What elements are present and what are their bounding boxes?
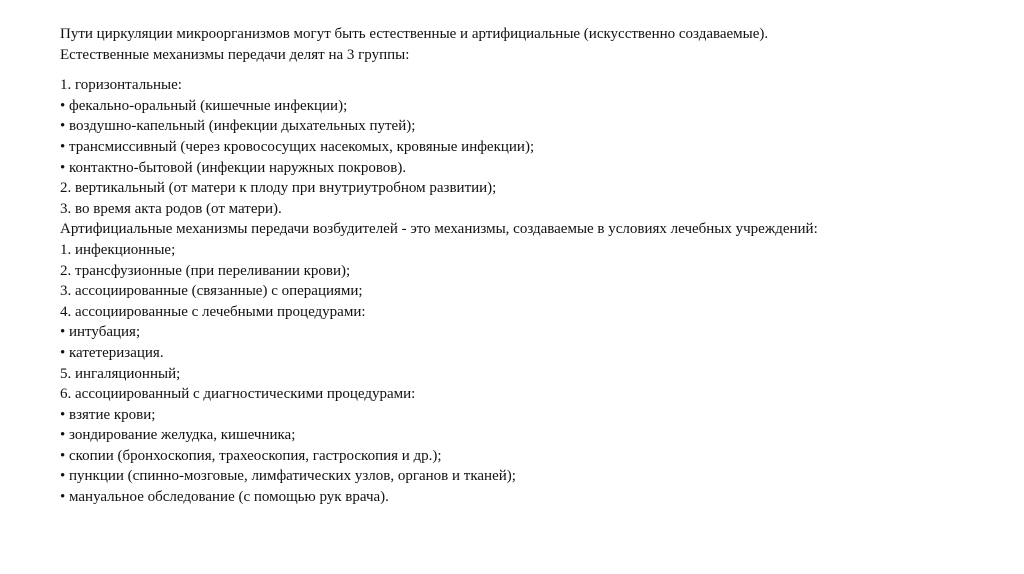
text-line: • мануальное обследование (с помощью рук врача). [60, 489, 389, 506]
text-line: 4. ассоциированные с лечебными процедурами: [60, 303, 366, 320]
text-line: • контактно-бытовой (инфекции наружных покровов). [60, 159, 407, 176]
text-line: • взятие крови; [60, 406, 156, 423]
text-line: 2. вертикальный (от матери к плоду при внутриутробном развитии); [60, 180, 497, 197]
text-line: 1. инфекционные; [60, 241, 176, 258]
slide-text [60, 24, 990, 508]
intro-line: Естественные механизмы передачи делят на 3 группы: [60, 46, 410, 63]
text-line: • трансмиссивный (через кровососущих насекомых, кровяные инфекции); [60, 138, 535, 155]
text-line: • воздушно-капельный (инфекции дыхательных путей); [60, 118, 416, 135]
text-line: • зондирование желудка, кишечника; [60, 427, 296, 444]
text-line: • интубация; [60, 324, 141, 341]
text-line: 5. ингаляционный; [60, 365, 181, 382]
text-line: 6. ассоциированный с диагностическими процедурами: [60, 386, 416, 403]
intro-line: Пути циркуляции микроорганизмов могут быть естественные и артифициальные (искусственно создаваемые). [60, 26, 769, 42]
paragraph-gap [60, 65, 990, 75]
text-line: 3. ассоциированные (связанные) с операциями; [60, 283, 363, 300]
text-line: 3. во время акта родов (от матери). [60, 200, 282, 217]
text-line: • скопии (бронхоскопия, трахеоскопия, гастроскопия и др.); [60, 447, 442, 464]
text-line: • катетеризация. [60, 344, 164, 361]
text-line: 1. горизонтальные: [60, 77, 182, 94]
text-line: 2. трансфузионные (при переливании крови); [60, 262, 351, 279]
text-line: • пункции (спинно-мозговые, лимфатических узлов, органов и тканей); [60, 468, 516, 485]
text-line: • фекально-оральный (кишечные инфекции); [60, 97, 348, 114]
text-line: Артифициальные механизмы передачи возбудителей - это механизмы, создаваемые в условиях лечебных учреждений: [60, 221, 818, 238]
